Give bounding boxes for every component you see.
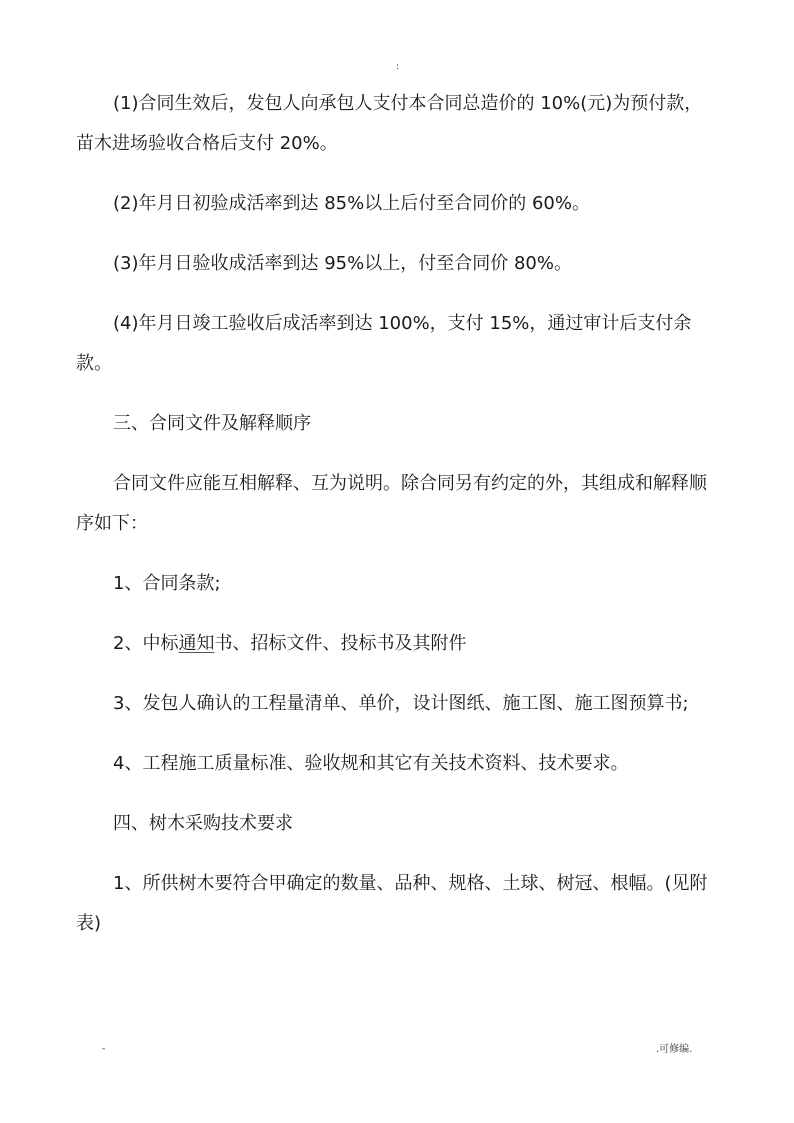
list-item-bid-notice-after: 书、招标文件、投标书及其附件	[214, 633, 467, 654]
footer-right-mark: .可修编.	[656, 1044, 693, 1055]
paragraph-contract-documents-intro: 合同文件应能互相解释、互为说明。除合同另有约定的外，其组成和解释顺序如下：	[76, 473, 707, 534]
list-item-quality-standards: 4、工程施工质量标准、验收规和其它有关技术资料、技术要求。	[113, 753, 629, 774]
section-heading-contract-documents: 三、合同文件及解释顺序	[113, 413, 311, 434]
paragraph-payment-4: (4)年月日竣工验收后成活率到达 100%，支付 15%，通过审计后支付余款。	[76, 313, 692, 374]
list-item-contract-terms: 1、合同条款;	[113, 573, 221, 594]
document-body	[76, 84, 718, 964]
section-heading-tree-procurement: 四、树木采购技术要求	[113, 813, 293, 834]
list-item-bid-notice-before: 2、中标	[113, 633, 179, 654]
header-mark: :	[396, 62, 400, 72]
list-item-quantity-list: 3、发包人确认的工程量清单、单价，设计图纸、施工图、施工图预算书;	[113, 693, 689, 714]
paragraph-payment-3: (3)年月日验收成活率到达 95%以上，付至合同价 80%。	[113, 253, 572, 274]
notice-link[interactable]: 通知	[178, 633, 215, 654]
paragraph-payment-2: (2)年月日初验成活率到达 85%以上后付至合同价的 60%。	[113, 193, 590, 214]
footer-left-mark: -	[102, 1044, 106, 1054]
paragraph-tree-requirements: 1、所供树木要符合甲确定的数量、品种、规格、土球、树冠、根幅。(见附表)	[76, 873, 708, 934]
paragraph-payment-1: (1)合同生效后，发包人向承包人支付本合同总造价的 10%(元)为预付款，苗木进场验收合格后支付 20%。	[76, 93, 703, 154]
list-item-bid-notice	[76, 624, 718, 664]
